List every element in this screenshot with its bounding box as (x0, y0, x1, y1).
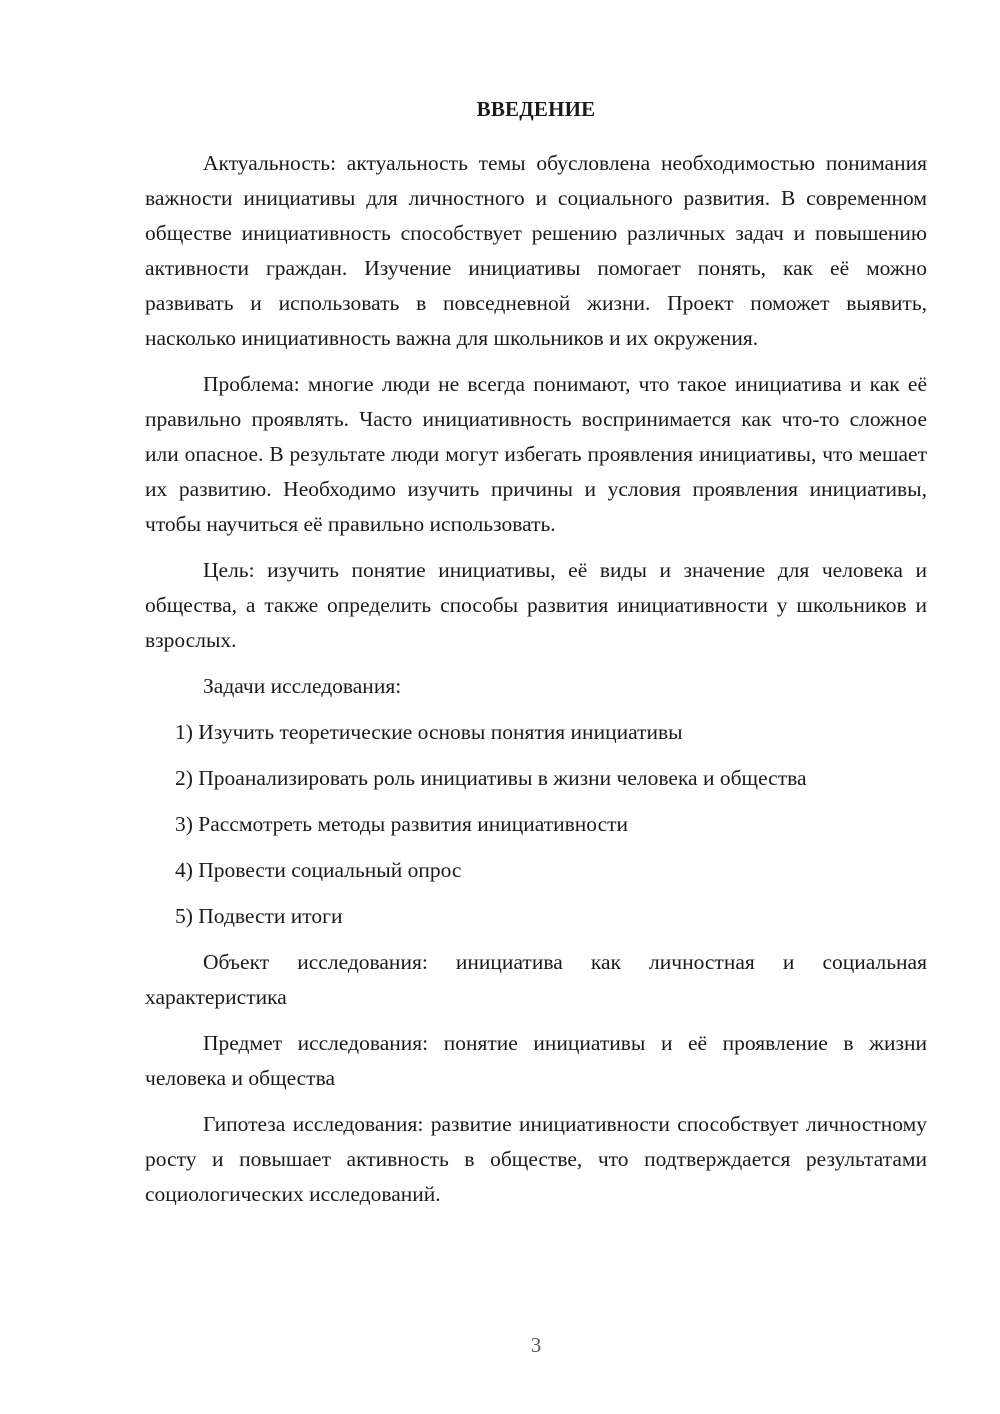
tasks-heading: Задачи исследования: (203, 674, 402, 698)
task-item: 3) Рассмотреть методы развития инициативности (175, 812, 629, 836)
page-number: 3 (530, 1333, 542, 1357)
task-item: 5) Подвести итоги (175, 904, 343, 928)
page-title: ВВЕДЕНИЕ (476, 97, 596, 121)
problem-paragraph: Проблема: многие люди не всегда понимают, что такое инициатива и как её правильно проявлять. Часто инициативность воспринимается как что-то сложное или опасное. В результате люди могут избегать проявления инициативы, что мешает их развитию. Необходимо изучить причины и условия проявления инициативы, чтобы научиться её правильно использовать. (145, 372, 927, 536)
hypothesis-paragraph: Гипотеза исследования: развитие инициативности способствует личностному росту и повышает активность в обществе, что подтверждается результатами социологических исследований. (145, 1112, 927, 1206)
task-item: 4) Провести социальный опрос (175, 858, 462, 882)
tasks-list (145, 715, 927, 934)
document-body (145, 146, 927, 1223)
task-item: 1) Изучить теоретические основы понятия инициативы (175, 720, 683, 744)
task-item: 2) Проанализировать роль инициативы в жизни человека и общества (175, 766, 807, 790)
object-paragraph: Объект исследования: инициатива как личностная и социальная характеристика (145, 950, 927, 1009)
relevance-paragraph: Актуальность: актуальность темы обусловлена необходимостью понимания важности инициативы для личностного и социального развития. В современном обществе инициативность способствует решению различных задач и повышению активности граждан. Изучение инициативы помогает понять, как её можно развивать и использовать в повседневной жизни. Проект поможет выявить, насколько инициативность важна для школьников и их окружения. (145, 151, 927, 350)
subject-paragraph: Предмет исследования: понятие инициативы и её проявление в жизни человека и общества (145, 1031, 927, 1090)
goal-paragraph: Цель: изучить понятие инициативы, её виды и значение для человека и общества, а также определить способы развития инициативности у школьников и взрослых. (145, 558, 927, 652)
